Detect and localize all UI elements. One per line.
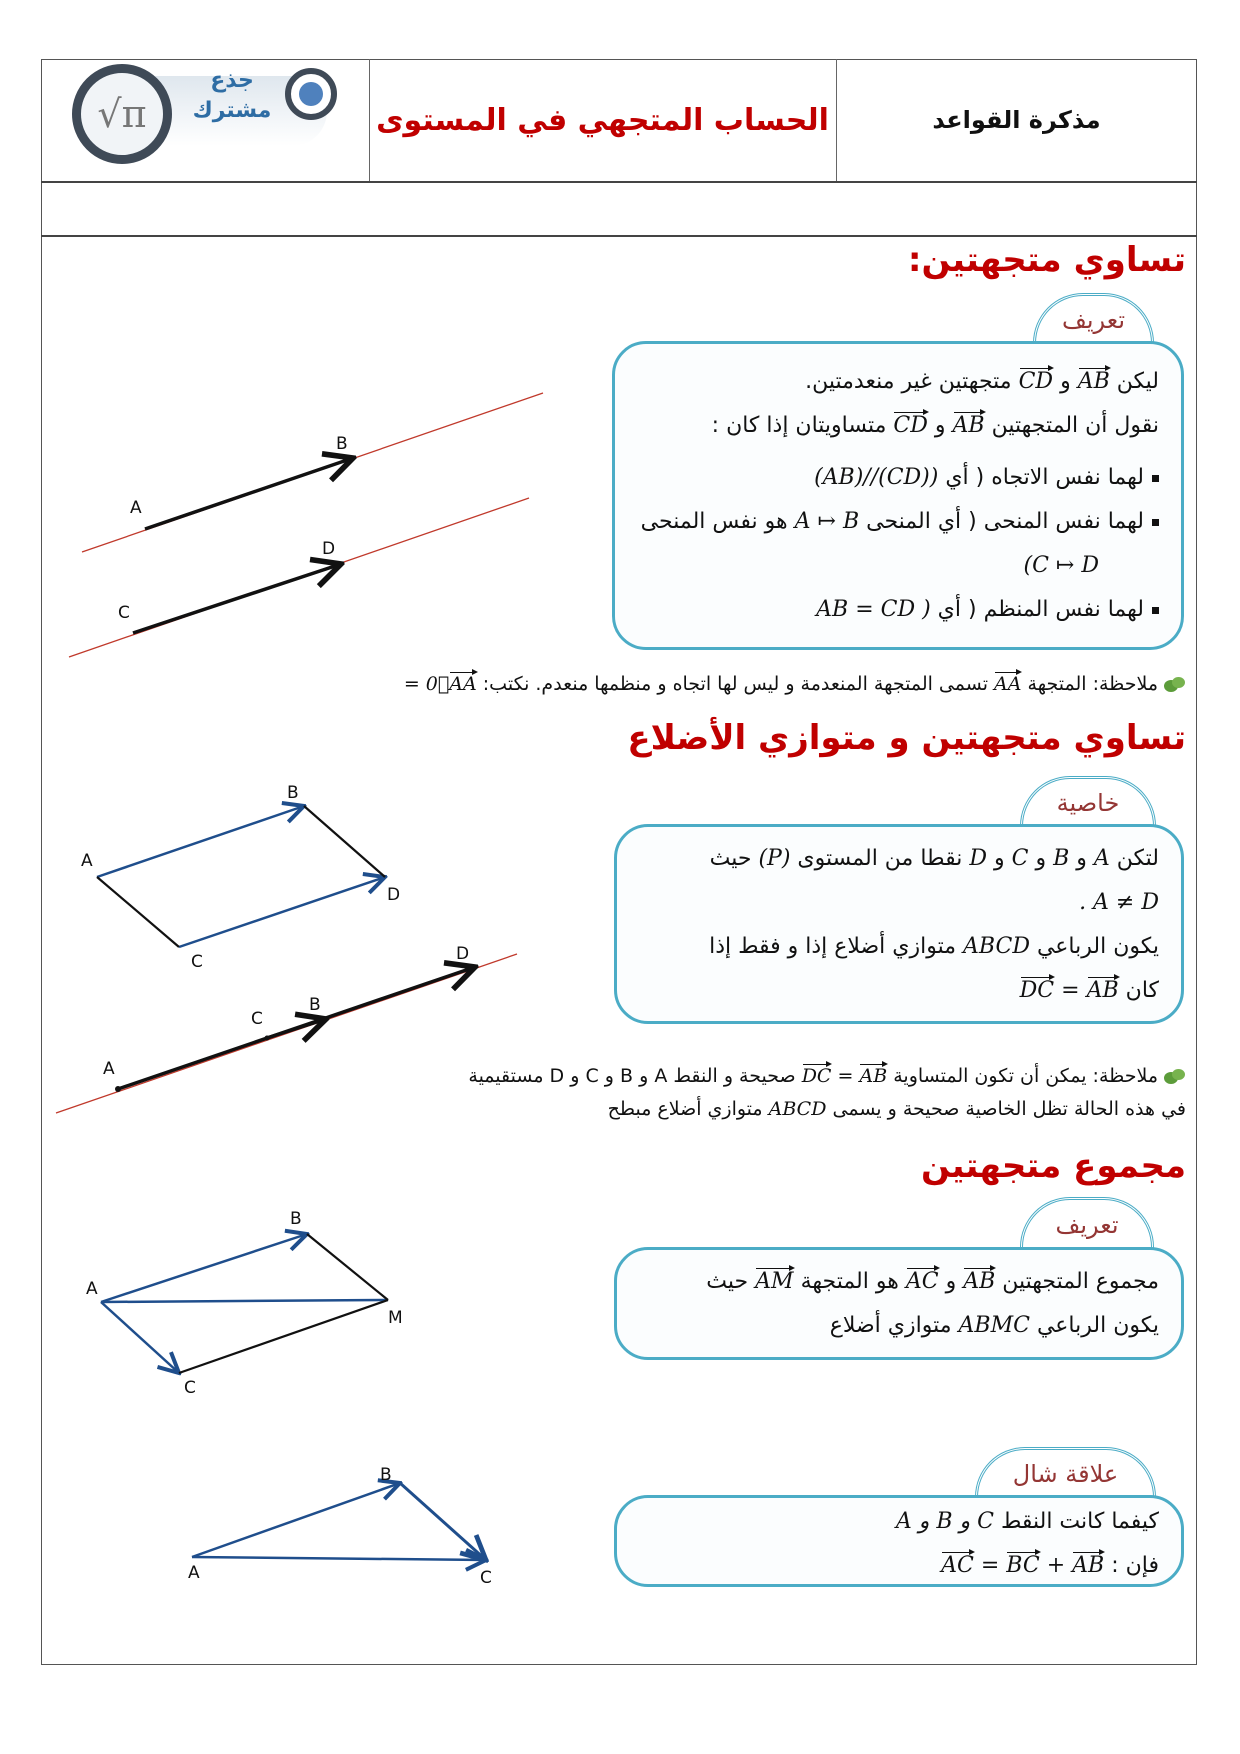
math-expression: A و B و C [895,1509,994,1534]
vector-ab [101,1234,307,1302]
text: فإن : [1111,1553,1159,1578]
point-label: B [290,1209,302,1229]
vector-notation: AB [1078,366,1110,394]
vector-notation: AB [1087,975,1119,1003]
figure-parallelogram [81,783,400,972]
math-expression: = [980,1553,1000,1578]
vector-notation: AB [953,410,985,438]
definition-box [612,341,1184,650]
point-label: A [81,851,93,871]
point-label: C [184,1378,196,1398]
vector-notation: AB [1072,1550,1104,1578]
segment-bm [307,1234,388,1300]
vector-notation: AB [963,1266,995,1294]
text: متوازي أضلاع مبطح [607,1098,763,1120]
math-expression: = [837,1065,854,1087]
vector-cd [179,877,385,947]
definition-tab: تعريف [1033,293,1154,343]
sum-definition-box [614,1247,1184,1360]
sum-line [639,1260,1159,1304]
point-label: B [287,783,299,803]
vector-ab [192,1483,400,1557]
text: كيفما كانت النقط [1000,1509,1159,1534]
logo-symbol: √π [72,64,172,164]
section-title: تساوي متجهتين و متوازي الأضلاع [627,718,1186,758]
math-expression: = [1061,978,1080,1003]
point-label: A [86,1279,98,1299]
math-expression: A ↦ B [794,509,860,534]
point-label: B [380,1465,392,1485]
definition-tab: تعريف [1020,1197,1154,1249]
point-label: M [388,1308,403,1328]
figure-vector-sum [86,1209,403,1398]
note-flat-parallelogram [608,1098,1186,1120]
text: و [1060,369,1071,394]
text: نقطا من المستوى [797,846,963,871]
text: في هذه الحالة تظل الخاصية صحيحة و يسمى [832,1098,1186,1120]
text: و [1035,846,1047,871]
math-expression: C [1011,846,1029,871]
point-label: C [191,952,203,972]
vector-notation: BC [1006,1550,1039,1578]
vector-notation: AC [941,1550,974,1578]
section-title: مجموع متجهتين [921,1146,1186,1186]
text: نقول أن المتجهتين [991,413,1159,438]
point-label: C [480,1568,492,1588]
segment-cm [179,1300,388,1373]
math-expression: B [1053,846,1070,871]
point-label: C [251,1009,263,1029]
text: صحيحة و النقط A و B و C و D مستقيمية [468,1065,796,1087]
math-expression: AB = CD ) [816,597,931,622]
text: متوازي أضلاع [829,1313,952,1338]
text: ملاحظة: يمكن أن تكون المتساوية [893,1065,1158,1087]
vector-notation: CD [893,410,927,438]
math-expression: ABCD [963,934,1030,959]
text: ليكن [1116,369,1159,394]
chasles-box [614,1495,1184,1587]
vector-notation: DC [1020,975,1054,1003]
vector-ab [97,806,304,877]
note-null-vector [404,670,1186,695]
vector-bc [400,1483,486,1560]
segment-ac [97,877,179,947]
chasles-line [639,1544,1159,1588]
text: و [934,413,946,438]
text: ملاحظة: المتجهة [1027,673,1158,695]
vector-notation: DC [802,1062,832,1087]
text: لهما نفس الاتجاه ( أي [945,465,1144,490]
text: متساويتان إذا كان : [711,413,887,438]
vector-notation: CD [1019,366,1053,394]
vector-ac [192,1557,486,1560]
chasles-line [639,1500,1159,1544]
bullet-icon [1152,607,1159,614]
vector-notation: AM [755,1266,793,1294]
math-expression: ABCD [768,1098,827,1120]
point-label: D [456,944,470,964]
math-expression: D [969,846,987,871]
text: تسمى المتجهة المنعدمة و ليس لها اتجاه و منظمها منعدم. نكتب: [482,673,988,695]
text: هو المتجهة [800,1269,899,1294]
page-title: الحساب المتجهي في المستوى [376,102,829,138]
point-label: A [130,498,142,518]
math-expression: . A ≠ D [1079,890,1159,915]
text: متوازي أضلاع إذا و فقط إذا [709,934,957,959]
text: جذع [210,68,254,93]
text: مجموع المتجهتين [1002,1269,1159,1294]
text: لهما نفس المنحى ( أي المنحى [866,509,1144,534]
text: متجهتين غير منعدمتين. [805,369,1012,394]
vector-notation: AC [906,1266,939,1294]
vector-am [101,1300,388,1302]
condition-direction [637,456,1159,500]
property-line [639,925,1159,969]
speech-bubble-icon [1164,1069,1186,1085]
math-expression: A [1093,846,1110,871]
vector-cb [267,1019,326,1038]
point-label: D [387,885,401,905]
figure-flat-parallelogram [56,944,517,1113]
text: لتكن [1116,846,1159,871]
text: و [945,1269,957,1294]
vector-notation: AA [994,670,1021,695]
point-label: B [336,434,348,454]
bullet-icon [1152,475,1159,482]
math-expression: ABMC [958,1313,1030,1338]
speech-bubble-icon [1164,677,1186,693]
text: و [1076,846,1087,871]
point-label: D [322,539,336,559]
doc-type: مذكرة القواعد [932,106,1101,134]
vector-ab [145,458,353,529]
sum-line [639,1304,1159,1348]
definition-line [637,360,1159,404]
math-expression: (AB)//(CD)) [814,465,939,490]
text: يكون الرباعي [1036,934,1159,959]
vector-cd [133,564,341,633]
property-tab: خاصية [1020,776,1156,826]
note-collinear [468,1062,1186,1087]
property-line [639,969,1159,1013]
point-label: A [103,1059,115,1079]
point-c [265,1036,270,1041]
text: هو نفس المنحى [640,509,788,534]
vector-notation: AB [859,1062,887,1087]
math-expression: (P) [758,846,791,871]
condition-sense [637,500,1159,544]
math-expression: + [1046,1553,1066,1578]
vector-ac [101,1302,179,1373]
math-expression: = 0⃗ [403,673,450,695]
text: حيث [709,846,752,871]
bullet-icon [1152,519,1159,526]
point-label: B [309,995,321,1015]
math-expression: (C ↦ D [1023,553,1099,578]
section-title: تساوي متجهتين: [907,240,1186,280]
point-label: A [188,1563,200,1583]
point-a [115,1086,121,1092]
property-line [639,837,1159,881]
vector-notation: AA [449,670,476,695]
condition-norm [637,588,1159,632]
chasles-tab: علاقة شال [975,1447,1156,1497]
figure-equal-vectors [69,393,543,657]
figure-chasles [188,1465,492,1588]
segment-bd [304,806,385,877]
text: كان [1125,978,1159,1003]
text: يكون الرباعي [1036,1313,1159,1338]
point-label: C [118,603,130,623]
text: مشترك [192,98,272,123]
definition-line [637,404,1159,448]
property-box [614,824,1184,1024]
condition-sense-cont [637,544,1159,588]
property-line [639,881,1159,925]
text: و [993,846,1005,871]
text: لهما نفس المنظم ( أي [937,597,1144,622]
text: حيث [706,1269,749,1294]
